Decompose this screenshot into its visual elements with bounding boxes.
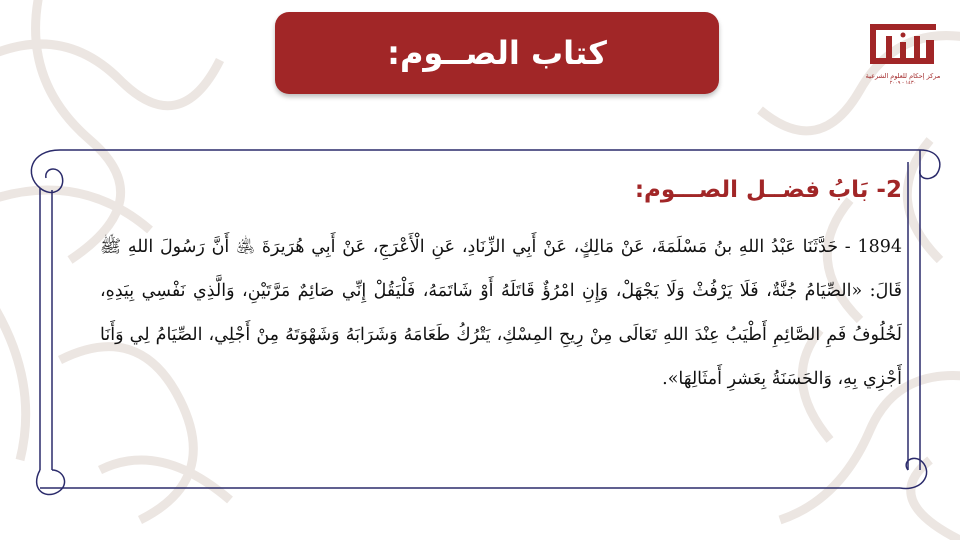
content-area <box>100 165 908 415</box>
logo-caption: مركز إحكام للعلوم الشرعية <box>865 72 941 80</box>
slide-title: كتاب الصــوم: <box>387 34 607 72</box>
section-heading: 2- بَابُ فضــل الصـــوم: <box>634 177 902 203</box>
logo-date: ١٤٣٠ - ٢٠٠٩ <box>889 80 917 86</box>
hadith-text: 1894 - حَدَّثَنَا عَبْدُ اللهِ بنُ مَسْلَمَةَ، عَنْ مَالِكٍ، عَنْ أَبِي الزِّنَادِ، عَنِ الْأَعْرَجِ، عَنْ أَبِي هُرَيرَةَ ﵁ أَنَّ رَسُولَ اللهِ ﷺ قَالَ: «الصِّيَامُ جُنَّةٌ، فَلَا يَرْفُثْ وَلَا يَجْهَلْ، وَإِنِ امْرُؤٌ قَاتَلَهُ أَوْ شَاتَمَهُ، فَلْيَقُلْ إِنِّي صَائِمٌ مَرَّتَيْنِ، وَالَّذِي نَفْسِي بِيَدِهِ، لَخُلُوفُ فَمِ الصَّائِمِ أَطْيَبُ عِنْدَ اللهِ تَعَالَى مِنْ رِيحِ المِسْكِ، يَتْرُكُ طَعَامَهُ وَشَرَابَهُ وَشَهْوَتَهُ مِنْ أَجْلِي، الصِّيَامُ لِي وَأَنَا أَجْزِي بِهِ، وَالحَسَنَةُ بِعَشرِ أَمثَالِهَا». <box>100 237 902 389</box>
